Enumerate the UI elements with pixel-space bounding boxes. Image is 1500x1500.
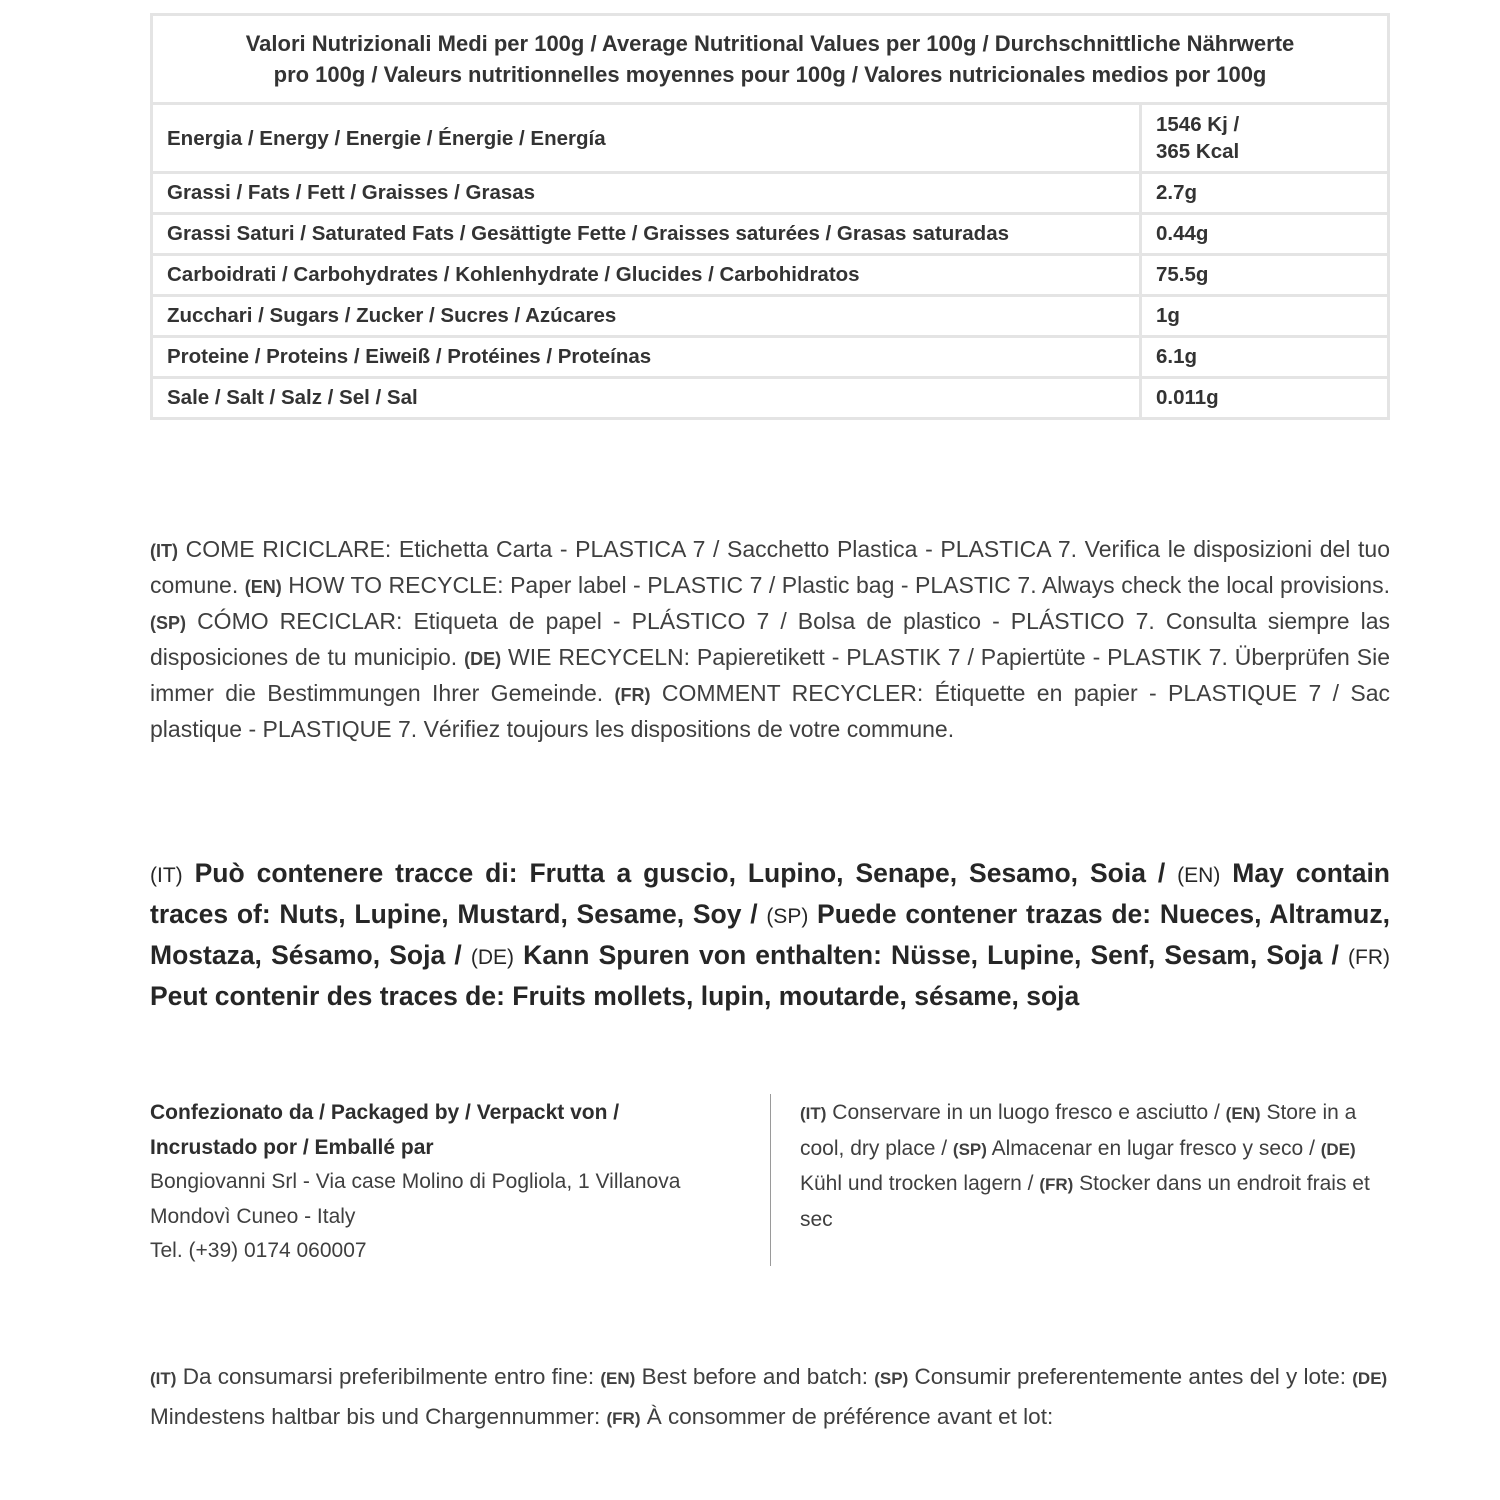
- allergen-text-fr: Peut contenir des traces de: Fruits mollets, lupin, moutarde, sésame, soja: [150, 981, 1080, 1011]
- table-row: [152, 173, 1389, 214]
- lang-tag-fr: (FR): [1348, 946, 1390, 969]
- lang-tag-sp: (SP): [874, 1369, 909, 1388]
- nutrient-label: Proteine / Proteins / Eiweiß / Protéines / Proteínas: [152, 337, 1141, 378]
- allergen-warning: [150, 854, 1390, 1015]
- nutrient-label: Zucchari / Sugars / Zucker / Sucres / Azúcares: [152, 296, 1141, 337]
- nutrient-label: Carboidrati / Carbohydrates / Kohlenhydrate / Glucides / Carbohidratos: [152, 255, 1141, 296]
- best-before-text-sp: Consumir preferentemente antes del y lote:: [908, 1364, 1353, 1389]
- nutrient-value: 75.5g: [1141, 255, 1389, 296]
- packaged-by-heading-line2: Incrustado por / Emballé par: [150, 1135, 434, 1159]
- best-before-text-en: Best before and batch:: [635, 1364, 875, 1389]
- lang-tag-en: (EN): [1177, 864, 1221, 887]
- packaged-by-block: [150, 1096, 750, 1269]
- lang-tag-fr: (FR): [606, 1409, 641, 1428]
- packaged-by-heading-line1: Confezionato da / Packaged by / Verpackt von /: [150, 1101, 620, 1124]
- recycle-text-en: HOW TO RECYCLE: Paper label - PLASTIC 7 / Plastic bag - PLASTIC 7. Always check the local provisions.: [281, 572, 1390, 598]
- nutrient-label: Grassi Saturi / Saturated Fats / Gesättigte Fette / Graisses saturées / Grasas saturadas: [152, 214, 1141, 255]
- recycle-text-fr: COMMENT RECYCLER: Étiquette en papier - PLASTIQUE 7 / Sac plastique - PLASTIQUE 7. Vérifiez toujours les dispositions de votre commune.: [150, 680, 1390, 742]
- nutrient-value: 0.44g: [1141, 214, 1389, 255]
- energy-value: [1141, 104, 1389, 173]
- lang-tag-de: (DE): [464, 649, 502, 669]
- nutrient-value: 1g: [1141, 296, 1389, 337]
- lang-tag-de: (DE): [1352, 1369, 1388, 1388]
- lang-tag-fr: (FR): [1039, 1175, 1074, 1194]
- storage-text-sp: Almacenar en lugar fresco y seco /: [986, 1136, 1321, 1160]
- allergen-text-sp: Puede contener trazas de: Nueces, Altramuz, Mostaza, Sésamo, Soja /: [150, 899, 1390, 970]
- lang-tag-sp: (SP): [952, 1139, 987, 1159]
- address-line2: Mondovì Cuneo - Italy: [150, 1204, 356, 1228]
- table-row: [152, 255, 1389, 296]
- nutrition-table: [150, 13, 1390, 420]
- table-row-energy: [152, 104, 1389, 173]
- phone-number: Tel. (+39) 0174 060007: [150, 1239, 367, 1262]
- nutrition-title-line1: Valori Nutrizionali Medi per 100g / Average Nutritional Values per 100g / Durchschnittliche Nährwerte: [245, 31, 1295, 56]
- storage-text-de: Kühl und trocken lagern /: [800, 1172, 1040, 1195]
- nutrient-value: 0.011g: [1141, 378, 1389, 419]
- lang-tag-it: (IT): [800, 1104, 827, 1123]
- energy-label: Energia / Energy / Energie / Énergie / Energía: [152, 104, 1141, 173]
- table-row: [152, 296, 1389, 337]
- lang-tag-en: (EN): [600, 1369, 636, 1388]
- nutrient-label: Grassi / Fats / Fett / Graisses / Grasas: [152, 173, 1141, 214]
- lang-tag-it: (IT): [150, 864, 183, 887]
- best-before-text-de: Mindestens haltbar bis und Chargennummer:: [150, 1404, 607, 1429]
- lang-tag-it: (IT): [150, 541, 178, 561]
- lang-tag-de: (DE): [470, 946, 515, 969]
- best-before-text-it: Da consumarsi preferibilmente entro fine:: [176, 1364, 601, 1389]
- nutrition-title: [152, 15, 1389, 104]
- recycle-text-sp: CÓMO RECICLAR: Etiqueta de papel - PLÁSTICO 7 / Bolsa de plastico - PLÁSTICO 7. Consulta siempre las disposiciones de tu municipio.: [150, 608, 1390, 670]
- lang-tag-en: (EN): [1225, 1104, 1261, 1123]
- nutrient-value: 6.1g: [1141, 337, 1389, 378]
- storage-instructions: [800, 1096, 1392, 1237]
- table-row: [152, 378, 1389, 419]
- lang-tag-fr: (FR): [614, 685, 651, 705]
- energy-kj: 1546 Kj /: [1156, 113, 1240, 136]
- energy-kcal: 365 Kcal: [1156, 140, 1240, 163]
- allergen-text-it: Può contenere tracce di: Frutta a guscio, Lupino, Senape, Sesamo, Soia /: [182, 858, 1178, 888]
- nutrient-label: Sale / Salt / Salz / Sel / Sal: [152, 378, 1141, 419]
- recycle-text-it: COME RICICLARE: Etichetta Carta - PLASTICA 7 / Sacchetto Plastica - PLASTICA 7. Verifica le disposizioni del tuo comune.: [150, 536, 1390, 598]
- nutrition-title-row: [152, 15, 1389, 104]
- lang-tag-it: (IT): [150, 1369, 177, 1388]
- lang-tag-en: (EN): [244, 577, 282, 597]
- lang-tag-sp: (SP): [766, 905, 809, 928]
- vertical-divider: [770, 1094, 771, 1266]
- storage-text-en: Store in a cool, dry place /: [800, 1101, 1357, 1160]
- storage-text-fr: Stocker dans un endroit frais et sec: [800, 1172, 1370, 1231]
- allergen-text-en: May contain traces of: Nuts, Lupine, Mustard, Sesame, Soy /: [150, 858, 1390, 929]
- table-row: [152, 337, 1389, 378]
- nutrient-value: 2.7g: [1141, 173, 1389, 214]
- address-line1: Bongiovanni Srl - Via case Molino di Pogliola, 1 Villanova: [150, 1170, 681, 1193]
- recycle-instructions: [150, 532, 1390, 746]
- lang-tag-de: (DE): [1320, 1139, 1356, 1159]
- allergen-text-de: Kann Spuren von enthalten: Nüsse, Lupine, Senf, Sesam, Soja /: [514, 940, 1349, 970]
- storage-text-it: Conservare in un luogo fresco e asciutto /: [826, 1101, 1226, 1124]
- best-before-text-fr: À consommer de préférence avant et lot:: [640, 1404, 1054, 1429]
- nutrition-title-line2: pro 100g / Valeurs nutritionnelles moyennes pour 100g / Valores nutricionales medios por 100g: [273, 62, 1267, 87]
- table-row: [152, 214, 1389, 255]
- recycle-text-de: WIE RECYCELN: Papieretikett - PLASTIK 7 / Papiertüte - PLASTIK 7. Überprüfen Sie immer die Bestimmungen Ihrer Gemeinde.: [150, 644, 1391, 706]
- best-before-block: [150, 1358, 1390, 1438]
- lang-tag-sp: (SP): [150, 613, 186, 633]
